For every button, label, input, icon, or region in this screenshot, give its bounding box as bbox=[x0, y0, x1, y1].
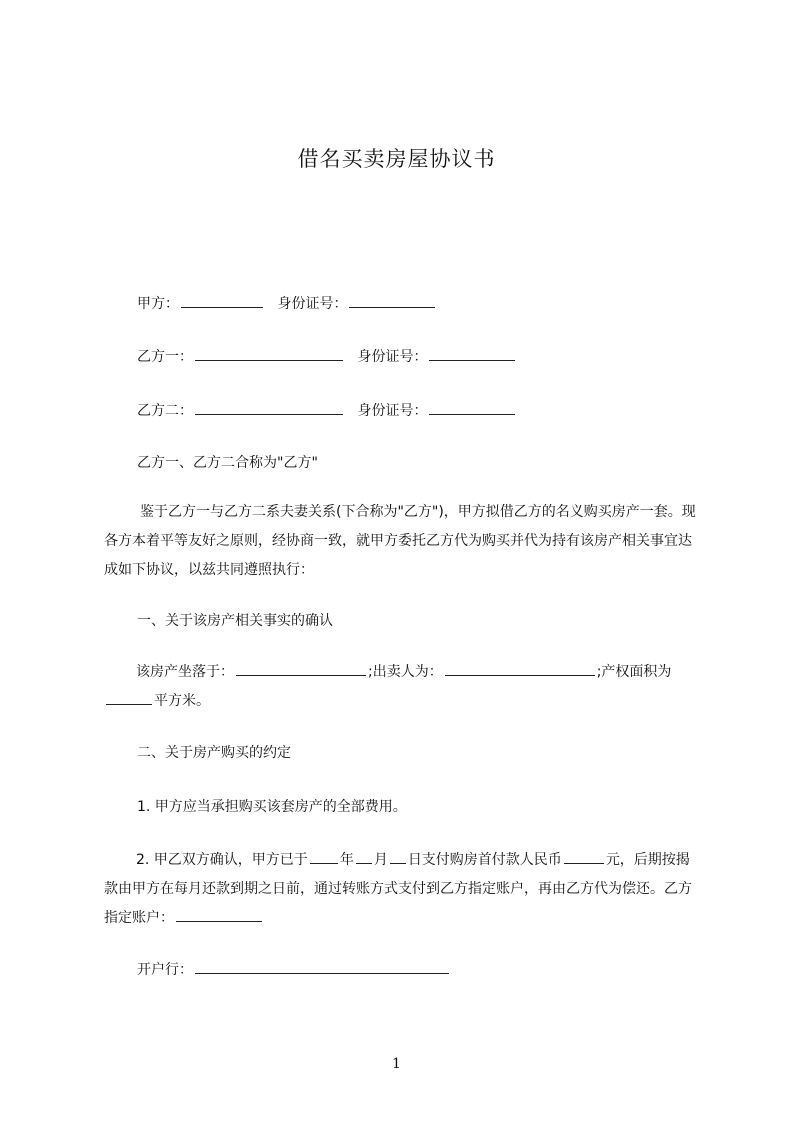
section2-heading: 二、关于房产购买的约定 bbox=[137, 745, 291, 761]
seller-label: ;出卖人为： bbox=[368, 664, 443, 680]
party-b1-label: 乙方一： bbox=[137, 349, 193, 365]
bank-line bbox=[137, 958, 451, 980]
party-b1-id-blank[interactable] bbox=[429, 345, 515, 361]
party-a-blank[interactable] bbox=[181, 292, 263, 308]
bank-blank[interactable] bbox=[195, 958, 449, 974]
party-b1-line bbox=[137, 345, 517, 367]
party-a-id-blank[interactable] bbox=[349, 292, 435, 308]
location-label: 该房产坐落于： bbox=[136, 664, 234, 680]
seller-blank[interactable] bbox=[445, 660, 595, 676]
area-label: ;产权面积为 bbox=[596, 664, 672, 680]
year-blank[interactable] bbox=[310, 848, 338, 864]
clause2-day-text: 日支付购房首付款人民币 bbox=[407, 852, 562, 868]
party-a-label: 甲方： bbox=[137, 296, 179, 312]
party-b2-id-label: 身份证号： bbox=[357, 403, 428, 419]
clause2-yuan-text: 元，后期按揭款由甲方在每月还款到期之日前，通过转账方式支付到乙方指定账户，再由乙方代为偿还。乙方指定账户： bbox=[104, 852, 692, 926]
page-number: 1 bbox=[392, 1056, 401, 1072]
section1-heading: 一、关于该房产相关事实的确认 bbox=[137, 613, 333, 629]
location-blank[interactable] bbox=[236, 660, 366, 676]
party-a-line bbox=[137, 292, 437, 314]
clause2-month: 月 bbox=[373, 852, 388, 868]
account-blank[interactable] bbox=[176, 906, 262, 922]
clause2-year: 年 bbox=[339, 852, 354, 868]
party-b2-line bbox=[137, 399, 517, 421]
party-b2-blank[interactable] bbox=[195, 399, 343, 415]
clause-2-paragraph bbox=[104, 846, 700, 933]
party-a-id-label: 身份证号： bbox=[277, 296, 348, 312]
bank-label: 开户行： bbox=[137, 962, 193, 978]
section1-paragraph bbox=[104, 658, 700, 716]
clause-1: 1. 甲方应当承担购买该套房产的全部费用。 bbox=[137, 799, 407, 815]
document-title: 借名买卖房屋协议书 bbox=[297, 147, 496, 171]
party-b2-label: 乙方二： bbox=[137, 403, 193, 419]
area-unit: 平方米。 bbox=[154, 693, 210, 709]
preamble-text: 鉴于乙方一与乙方二系夫妻关系(下合称为"乙方")，甲方拟借乙方的名义购买房产一套。现各方本着平等友好之原则，经协商一致，就甲方委托乙方代为购买并代为持有该房产相关事宜达成如下协议，以兹共同遵照执行： bbox=[104, 504, 696, 578]
clause2-prefix: 2. 甲乙双方确认，甲方已于 bbox=[136, 852, 308, 868]
area-blank[interactable] bbox=[106, 689, 152, 705]
party-b1-blank[interactable] bbox=[195, 345, 343, 361]
preamble-paragraph bbox=[104, 498, 700, 585]
party-b2-id-blank[interactable] bbox=[429, 399, 515, 415]
amount-blank[interactable] bbox=[564, 848, 604, 864]
day-blank[interactable] bbox=[390, 848, 406, 864]
joint-name-line: 乙方一、乙方二合称为"乙方" bbox=[137, 455, 318, 471]
month-blank[interactable] bbox=[356, 848, 372, 864]
party-b1-id-label: 身份证号： bbox=[357, 349, 428, 365]
